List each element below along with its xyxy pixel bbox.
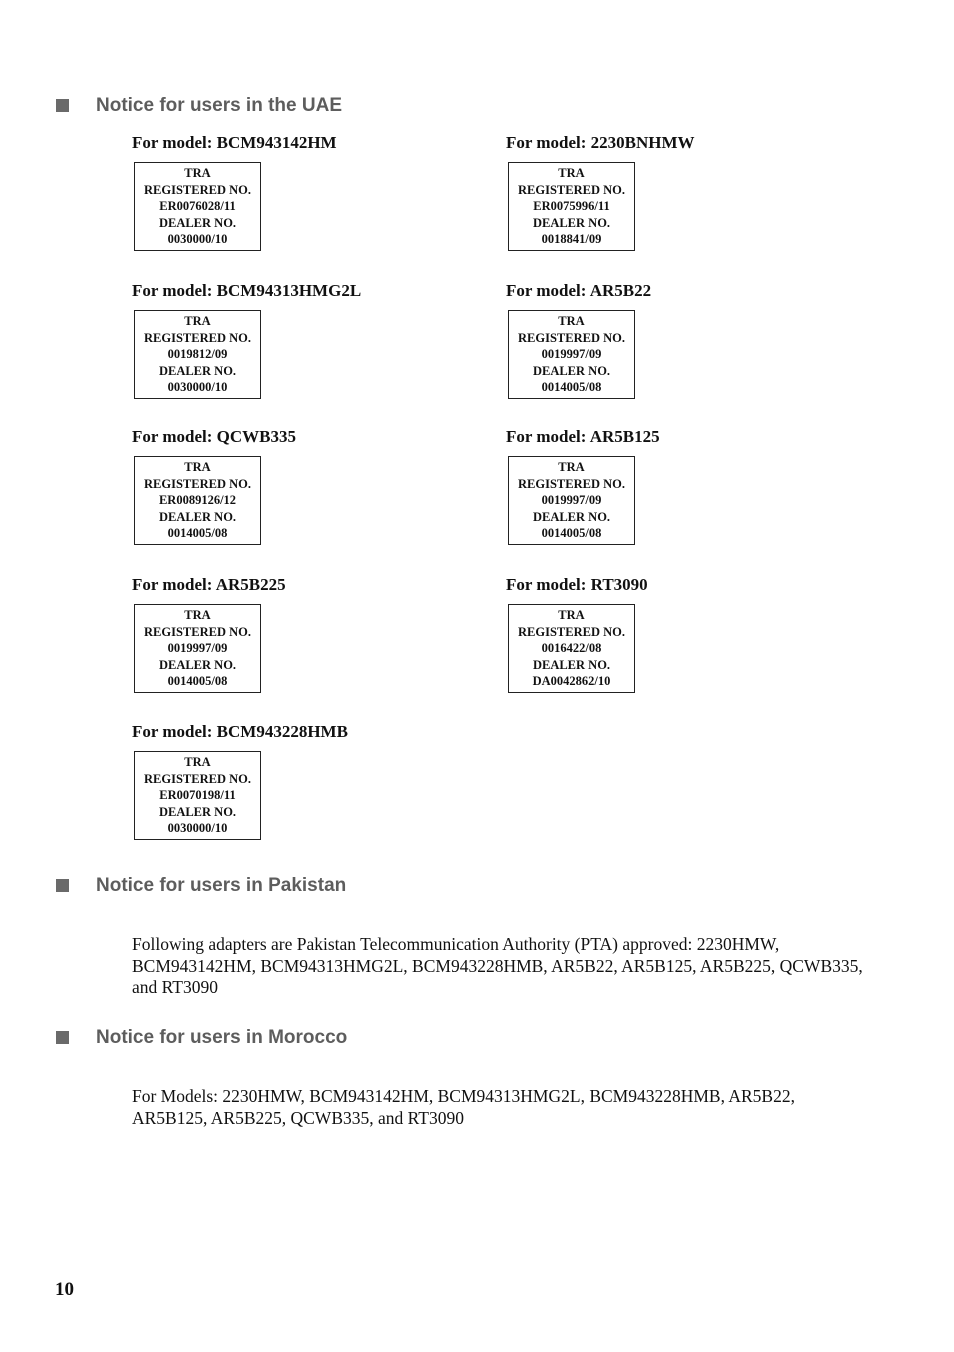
tra-label-box <box>508 162 635 251</box>
tra-heading: TRA <box>184 755 211 770</box>
model-block <box>132 281 492 399</box>
model-block <box>506 281 866 399</box>
tra-label-box <box>508 310 635 399</box>
dealer-number: 0014005/08 <box>541 526 602 541</box>
registered-number: 0016422/08 <box>541 641 602 656</box>
model-label: For model: BCM943142HM <box>132 133 337 152</box>
tra-label-box <box>134 456 261 545</box>
dealer-number: 0030000/10 <box>167 232 228 247</box>
dealer-number: 0014005/08 <box>167 526 228 541</box>
model-block <box>506 427 866 545</box>
tra-label-box <box>134 162 261 251</box>
tra-heading: TRA <box>184 460 211 475</box>
pakistan-paragraph: Following adapters are Pakistan Telecommunication Authority (PTA) approved: 2230HMW, BCM943142HM, BCM94313HMG2L, BCM943228HMB, AR5B22, AR5B125, AR5B225, QCWB335, and RT3090 <box>132 934 863 997</box>
tra-heading: TRA <box>184 314 211 329</box>
morocco-paragraph: For Models: 2230HMW, BCM943142HM, BCM94313HMG2L, BCM943228HMB, AR5B22, AR5B125, AR5B225, QCWB335, and RT3090 <box>132 1086 795 1128</box>
registered-number: ER0070198/11 <box>159 788 236 803</box>
model-label: For model: QCWB335 <box>132 427 297 446</box>
dealer-heading: DEALER NO. <box>158 657 237 672</box>
registered-heading: REGISTERED NO. <box>144 624 251 639</box>
tra-label-box <box>134 751 261 840</box>
registered-number: ER0075996/11 <box>533 199 610 214</box>
section-title: Notice for users in Morocco <box>96 1027 348 1048</box>
model-label: For model: BCM943228HMB <box>132 722 348 741</box>
model-label: For model: BCM94313HMG2L <box>132 281 362 300</box>
dealer-number: 0030000/10 <box>167 380 228 395</box>
registered-number: ER0089126/12 <box>158 493 237 508</box>
dealer-heading: DEALER NO. <box>532 657 611 672</box>
model-label: For model: AR5B225 <box>132 575 286 594</box>
tra-label-box <box>508 456 635 545</box>
dealer-number: 0030000/10 <box>167 821 228 836</box>
tra-heading: TRA <box>558 314 585 329</box>
dealer-heading: DEALER NO. <box>158 509 237 524</box>
registered-heading: REGISTERED NO. <box>518 182 625 197</box>
registered-heading: REGISTERED NO. <box>144 182 251 197</box>
model-label: For model: AR5B125 <box>506 427 660 446</box>
square-bullet-icon <box>56 1031 69 1044</box>
tra-heading: TRA <box>558 608 585 623</box>
model-block <box>506 575 866 693</box>
tra-heading: TRA <box>558 166 585 181</box>
registered-heading: REGISTERED NO. <box>144 476 251 491</box>
model-block <box>506 133 866 251</box>
dealer-heading: DEALER NO. <box>158 363 237 378</box>
section-title: Notice for users in Pakistan <box>96 875 347 896</box>
dealer-number: DA0042862/10 <box>532 674 611 689</box>
registered-number: 0019997/09 <box>541 347 602 362</box>
model-label: For model: RT3090 <box>506 575 648 594</box>
registered-number: 0019997/09 <box>167 641 228 656</box>
dealer-number: 0018841/09 <box>541 232 602 247</box>
dealer-number: 0014005/08 <box>167 674 228 689</box>
registered-heading: REGISTERED NO. <box>518 624 625 639</box>
dealer-heading: DEALER NO. <box>158 804 237 819</box>
tra-label-box <box>508 604 635 693</box>
tra-heading: TRA <box>184 166 211 181</box>
registered-heading: REGISTERED NO. <box>144 771 251 786</box>
registered-number: 0019997/09 <box>541 493 602 508</box>
registered-heading: REGISTERED NO. <box>518 476 625 491</box>
tra-label-box <box>134 310 261 399</box>
square-bullet-icon <box>56 879 69 892</box>
dealer-number: 0014005/08 <box>541 380 602 395</box>
tra-heading: TRA <box>558 460 585 475</box>
registered-number: 0019812/09 <box>167 347 228 362</box>
square-bullet-icon <box>56 99 69 112</box>
tra-label-box <box>134 604 261 693</box>
tra-heading: TRA <box>184 608 211 623</box>
model-block <box>132 722 492 840</box>
dealer-heading: DEALER NO. <box>532 363 611 378</box>
registered-heading: REGISTERED NO. <box>144 330 251 345</box>
dealer-heading: DEALER NO. <box>158 215 237 230</box>
model-label: For model: 2230BNHMW <box>506 133 695 152</box>
section-title: Notice for users in the UAE <box>96 95 342 116</box>
model-block <box>132 427 492 545</box>
model-block <box>132 133 492 251</box>
registered-number: ER0076028/11 <box>159 199 236 214</box>
registered-heading: REGISTERED NO. <box>518 330 625 345</box>
model-block <box>132 575 492 693</box>
dealer-heading: DEALER NO. <box>532 509 611 524</box>
model-label: For model: AR5B22 <box>506 281 652 300</box>
dealer-heading: DEALER NO. <box>532 215 611 230</box>
page-number: 10 <box>55 1279 74 1300</box>
